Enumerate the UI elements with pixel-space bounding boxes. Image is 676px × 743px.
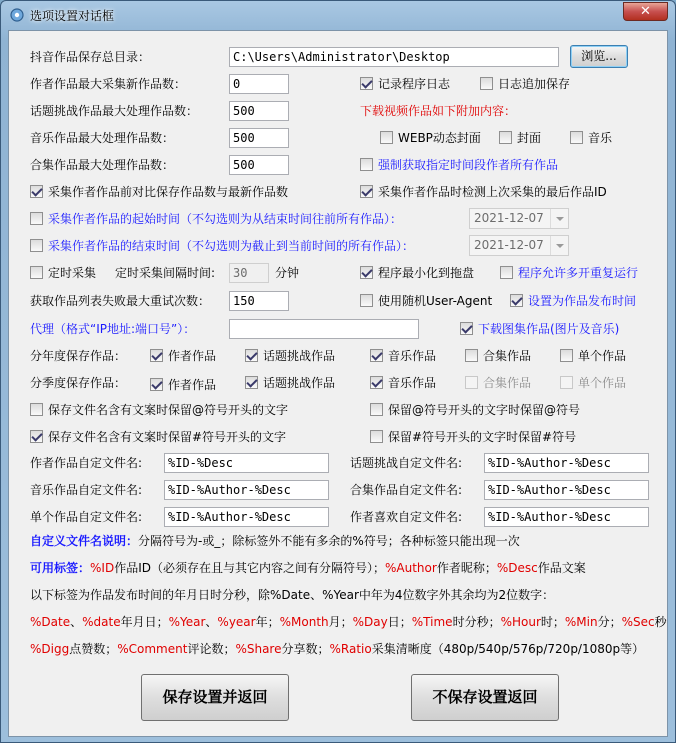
- music-limit-input[interactable]: 500: [229, 128, 289, 148]
- keep-at-text-checkbox[interactable]: [30, 403, 43, 416]
- topic-limit-label: 话题挑战作品最大处理作品数：: [30, 104, 199, 118]
- by-quarter-single-checkbox[interactable]: [560, 376, 573, 389]
- by-quarter-collection-label: 合集作品: [483, 376, 532, 390]
- set-publish-time-checkbox[interactable]: [510, 294, 523, 307]
- music-filename-input[interactable]: %ID-%Author-%Desc: [164, 480, 329, 500]
- start-time-checkbox[interactable]: [30, 212, 43, 225]
- liked-filename-label: 作者喜欢自定文件名:: [350, 510, 463, 524]
- check-last-id-label: 采集作者作品时检测上次采集的最后作品ID: [378, 185, 607, 199]
- by-quarter-label: 分季度保存作品：: [30, 376, 127, 390]
- force-time-checkbox[interactable]: [360, 158, 373, 171]
- save-root-input[interactable]: C:\Users\Administrator\Desktop: [229, 47, 559, 67]
- available-tags-line: [30, 561, 586, 575]
- tag-hour-text: 时；: [540, 615, 565, 629]
- timer-interval-label: 定时采集间隔时间:: [115, 266, 216, 280]
- tag-author: %Author: [385, 561, 437, 575]
- by-year-topic-label: 话题挑战作品: [263, 349, 336, 363]
- timer-unit-label: 分钟: [275, 266, 300, 280]
- timer-checkbox[interactable]: [30, 266, 43, 279]
- tag-time: %Time: [411, 615, 453, 629]
- by-year-single-label: 单个作品: [578, 349, 627, 363]
- author-filename-label: 作者作品自定文件名:: [30, 456, 143, 470]
- filename-help-text: 分隔符号为-或_；除标签外不能有多余的%符号；各种标签只能出现一次: [138, 534, 520, 548]
- append-log-label: 日志追加保存: [498, 77, 571, 91]
- topic-filename-label: 话题挑战自定文件名:: [350, 456, 463, 470]
- return-without-saving-button[interactable]: 不保存设置返回: [411, 674, 559, 721]
- author-new-limit-label: 作者作品最大采集新作品数：: [30, 77, 187, 91]
- tag-desc: %Desc: [496, 561, 538, 575]
- single-filename-label: 单个作品自定文件名:: [30, 510, 143, 524]
- timer-label: 定时采集: [48, 266, 97, 280]
- tag-digg: %Digg: [30, 642, 70, 656]
- title-bar[interactable]: [1, 1, 675, 29]
- keep-at-symbol-checkbox[interactable]: [370, 403, 383, 416]
- collection-filename-input[interactable]: %ID-%Author-%Desc: [484, 480, 649, 500]
- minimize-tray-checkbox[interactable]: [360, 266, 373, 279]
- tag-share-text: 分享数；: [281, 642, 330, 656]
- proxy-label: 代理（格式“IP地址:端口号”）：: [30, 322, 196, 336]
- tag-share: %Share: [235, 642, 282, 656]
- music-extra-label: 音乐: [588, 131, 613, 145]
- tag-digg-text: 点赞数；: [69, 642, 118, 656]
- tag-min: %Min: [564, 615, 598, 629]
- available-tags-title: 可用标签：: [30, 561, 91, 575]
- time-tags-line: [30, 615, 667, 629]
- cover-label: 封面: [517, 131, 542, 145]
- topic-limit-input[interactable]: 500: [229, 101, 289, 121]
- music-extra-checkbox[interactable]: [570, 131, 583, 144]
- keep-hash-symbol-checkbox[interactable]: [370, 430, 383, 443]
- by-quarter-topic-checkbox[interactable]: [245, 376, 258, 389]
- end-date-value: 2021-12-07: [474, 238, 544, 252]
- random-ua-checkbox[interactable]: [360, 294, 373, 307]
- collection-filename-label: 合集作品自定文件名:: [350, 483, 463, 497]
- by-quarter-music-checkbox[interactable]: [370, 376, 383, 389]
- start-date-value: 2021-12-07: [474, 211, 544, 225]
- save-root-label: 抖音作品保存总目录：: [30, 50, 151, 64]
- collection-limit-input[interactable]: 500: [229, 155, 289, 175]
- music-limit-label: 音乐作品最大处理作品数：: [30, 131, 175, 145]
- tag-time-text: 时分秒；: [452, 615, 501, 629]
- by-year-music-label: 音乐作品: [388, 349, 437, 363]
- window-title: 选项设置对话框: [30, 9, 115, 23]
- topic-filename-input[interactable]: %ID-%Author-%Desc: [484, 453, 649, 473]
- tag-month: %Month: [279, 615, 329, 629]
- download-images-checkbox[interactable]: [460, 322, 473, 335]
- start-date-picker[interactable]: [469, 208, 569, 229]
- webp-cover-checkbox[interactable]: [380, 131, 393, 144]
- tag-day-text: 日；: [387, 615, 412, 629]
- download-images-label: 下载图集作品(图片及音乐): [478, 322, 620, 336]
- tag-desc-text: 作品文案: [537, 561, 586, 575]
- time-tags-note: 以下标签为作品发布时间的年月日时分秒，除%Date、%Year中年为4位数字外其余均为2位数字：: [30, 588, 555, 602]
- by-quarter-single-label: 单个作品: [578, 376, 627, 390]
- tag-id-text: 作品ID（必须存在且与其它内容之间有分隔符号）；: [114, 561, 385, 575]
- keep-hash-text-checkbox[interactable]: [30, 430, 43, 443]
- by-quarter-collection-checkbox[interactable]: [465, 376, 478, 389]
- end-date-picker[interactable]: [469, 235, 569, 256]
- by-year-topic-checkbox[interactable]: [245, 349, 258, 362]
- by-year-label: 分年度保存作品：: [30, 349, 127, 363]
- tag-year-lower: %year: [217, 615, 256, 629]
- webp-cover-label: WEBP动态封面: [398, 131, 481, 145]
- multi-instance-checkbox[interactable]: [500, 266, 513, 279]
- end-time-checkbox[interactable]: [30, 239, 43, 252]
- keep-hash-text-label: 保存文件名含有文案时保留#符号开头的文字: [48, 430, 287, 444]
- set-publish-time-label: 设置为作品发布时间: [528, 294, 637, 308]
- video-extra-heading: 下载视频作品如下附加内容：: [360, 104, 517, 118]
- keep-hash-symbol-label: 保留#符号开头的文字时保留#符号: [388, 430, 577, 444]
- by-year-music-checkbox[interactable]: [370, 349, 383, 362]
- browse-button[interactable]: 浏览...: [570, 45, 628, 68]
- chevron-down-icon[interactable]: [550, 236, 568, 255]
- record-log-checkbox[interactable]: [360, 77, 373, 90]
- compare-count-label: 采集作者作品前对比保存作品数与最新作品数: [48, 185, 289, 199]
- settings-window-icon: [9, 7, 25, 23]
- keep-at-text-label: 保存文件名含有文案时保留@符号开头的文字: [48, 403, 289, 417]
- retry-label: 获取作品列表失败最大重试次数：: [30, 294, 211, 308]
- filename-help-title: 自定义文件名说明：: [30, 534, 139, 548]
- by-year-author-label: 作者作品: [168, 349, 217, 363]
- by-year-single-checkbox[interactable]: [560, 349, 573, 362]
- proxy-input[interactable]: [229, 319, 419, 339]
- multi-instance-label: 程序允许多开重复运行: [518, 266, 639, 280]
- timer-interval-input[interactable]: 30: [229, 263, 269, 283]
- start-time-label: 采集作者作品的起始时间（不勾选则为从结束时间往前所有作品）：: [48, 212, 403, 226]
- tag-min-text: 分；: [597, 615, 622, 629]
- tag-sep: 、: [205, 615, 218, 629]
- end-time-label: 采集作者作品的结束时间（不勾选则为截止到当前时间的所有作品）：: [48, 239, 415, 253]
- tag-sep: 、: [70, 615, 83, 629]
- collection-limit-label: 合集作品最大处理作品数：: [30, 158, 175, 172]
- tag-sec-text: 秒: [654, 615, 667, 629]
- tag-comment: %Comment: [117, 642, 188, 656]
- record-log-label: 记录程序日志: [378, 77, 451, 91]
- tag-date: %Date: [30, 615, 71, 629]
- force-time-label: 强制获取指定时间段作者所有作品: [378, 158, 559, 172]
- tag-day: %Day: [352, 615, 388, 629]
- retry-input[interactable]: 150: [229, 291, 289, 311]
- tag-month-text: 月；: [328, 615, 353, 629]
- tag-ratio-text: 采集清晰度（480p/540p/576p/720p/1080p等）: [371, 642, 645, 656]
- compare-count-checkbox[interactable]: [30, 185, 43, 198]
- save-and-return-button[interactable]: 保存设置并返回: [141, 674, 289, 721]
- chevron-down-icon[interactable]: [550, 209, 568, 228]
- append-log-checkbox[interactable]: [480, 77, 493, 90]
- by-quarter-author-checkbox[interactable]: [150, 378, 163, 391]
- liked-filename-input[interactable]: %ID-%Author-%Desc: [484, 507, 649, 527]
- by-quarter-topic-label: 话题挑战作品: [263, 376, 336, 390]
- single-filename-input[interactable]: %ID-%Author-%Desc: [164, 507, 329, 527]
- tag-comment-text: 评论数；: [187, 642, 236, 656]
- author-new-limit-input[interactable]: 0: [229, 74, 289, 94]
- tag-author-text: 作者昵称；: [436, 561, 497, 575]
- tag-date-text: 年月日；: [120, 615, 169, 629]
- by-year-author-checkbox[interactable]: [150, 349, 163, 362]
- random-ua-label: 使用随机User-Agent: [378, 294, 493, 308]
- by-year-collection-label: 合集作品: [483, 349, 532, 363]
- tag-year-text: 年；: [255, 615, 280, 629]
- by-quarter-music-label: 音乐作品: [388, 376, 437, 390]
- check-last-id-checkbox[interactable]: [360, 185, 373, 198]
- dialog-body: [8, 30, 668, 737]
- filename-help-line: [30, 534, 520, 548]
- cover-checkbox[interactable]: [499, 131, 512, 144]
- by-year-collection-checkbox[interactable]: [465, 349, 478, 362]
- tag-year: %Year: [168, 615, 206, 629]
- author-filename-input[interactable]: %ID-%Desc: [164, 453, 329, 473]
- by-quarter-author-label: 作者作品: [168, 378, 217, 392]
- tag-ratio: %Ratio: [329, 642, 372, 656]
- tag-hour: %Hour: [500, 615, 541, 629]
- minimize-tray-label: 程序最小化到拖盘: [378, 266, 475, 280]
- tag-id: %ID: [90, 561, 115, 575]
- tag-date-lower: %date: [82, 615, 121, 629]
- music-filename-label: 音乐作品自定文件名:: [30, 483, 143, 497]
- tag-sec: %Sec: [621, 615, 655, 629]
- keep-at-symbol-label: 保留@符号开头的文字时保留@符号: [388, 403, 581, 417]
- stats-tags-line: [30, 642, 644, 656]
- close-button[interactable]: ✕: [623, 2, 668, 21]
